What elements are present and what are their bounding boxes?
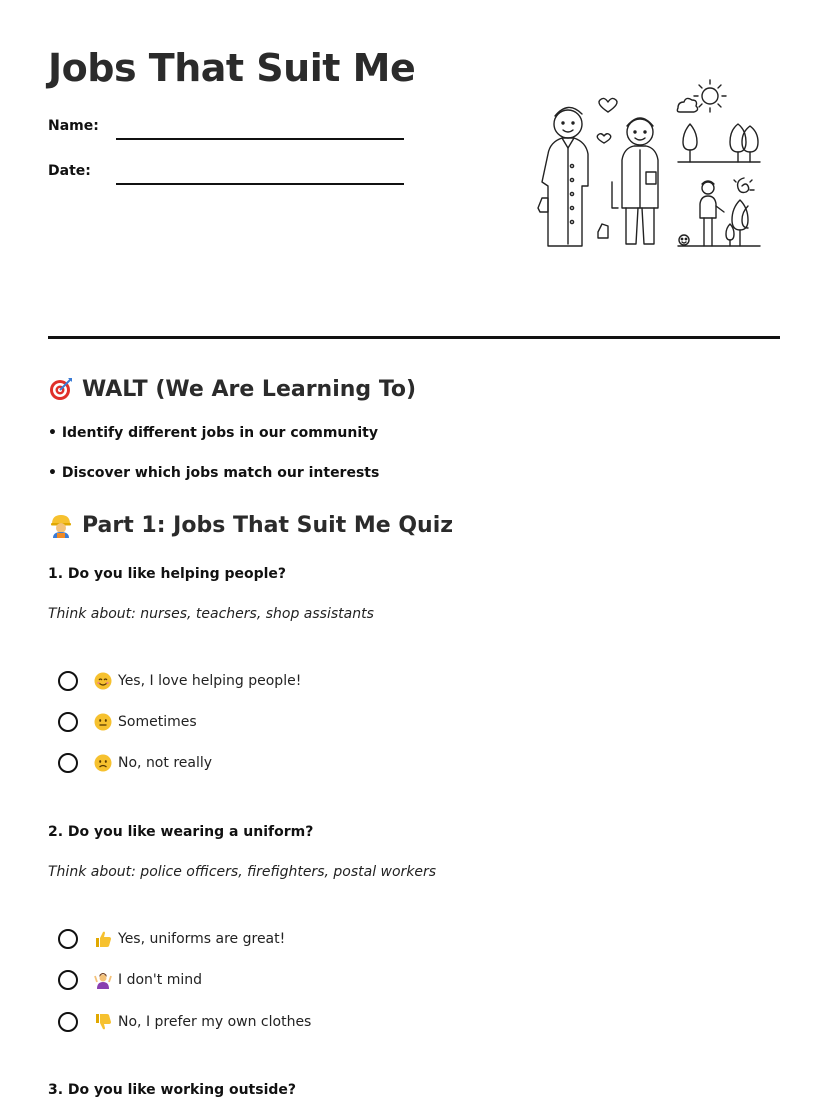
question-2: 2. Do you like wearing a uniform? (48, 824, 314, 840)
q2-option-dont-mind[interactable] (58, 967, 202, 993)
construction-worker-icon (48, 512, 74, 538)
walt-heading-text: WALT (We Are Learning To) (82, 376, 417, 402)
radio-button[interactable] (58, 929, 78, 949)
name-field[interactable] (48, 118, 408, 142)
sun-doodle (694, 80, 726, 112)
option-label: No, I prefer my own clothes (118, 1014, 312, 1030)
option-label: No, not really (118, 755, 213, 771)
q1-option-yes[interactable] (58, 668, 301, 694)
small-worker-figure (700, 181, 724, 246)
part1-heading (48, 512, 453, 538)
date-line[interactable] (116, 183, 404, 185)
section-divider (48, 336, 780, 339)
question-1-hint: Think about: nurses, teachers, shop assistants (48, 606, 374, 622)
smiley-doodle (679, 235, 689, 245)
walt-bullet: • Discover which jobs match our interests (48, 465, 380, 481)
question-1: 1. Do you like helping people? (48, 566, 287, 582)
option-label: Sometimes (118, 714, 197, 730)
walt-heading (48, 376, 416, 402)
neutral-face-icon (94, 713, 112, 731)
radio-button[interactable] (58, 671, 78, 691)
trees-doodle-top (678, 124, 760, 162)
heart-doodle (597, 134, 611, 143)
radio-button[interactable] (58, 970, 78, 990)
people-workers-illustration (528, 76, 764, 256)
worker-figure-left (538, 107, 588, 246)
thumbs-up-icon (94, 930, 112, 948)
thumbs-down-icon (94, 1013, 112, 1031)
option-label: Yes, uniforms are great! (118, 931, 286, 947)
cloud-doodle (677, 98, 697, 112)
page-title: Jobs That Suit Me (48, 46, 416, 90)
date-label: Date: (48, 163, 91, 179)
target-icon (48, 376, 74, 402)
q1-option-sometimes[interactable] (58, 709, 197, 735)
question-2-hint: Think about: police officers, firefighters, postal workers (48, 864, 437, 880)
swirl-doodle (734, 178, 754, 193)
walt-bullet: • Identify different jobs in our community (48, 425, 378, 441)
date-field[interactable] (48, 163, 408, 187)
person-shrugging-icon (94, 971, 112, 989)
option-label: Yes, I love helping people! (118, 673, 302, 689)
trees-doodle-bottom (678, 200, 760, 246)
radio-button[interactable] (58, 753, 78, 773)
question-3: 3. Do you like working outside? (48, 1082, 297, 1098)
option-label: I don't mind (118, 972, 202, 988)
q1-option-no[interactable] (58, 750, 212, 776)
name-label: Name: (48, 118, 99, 134)
part1-heading-text: Part 1: Jobs That Suit Me Quiz (82, 512, 454, 538)
smiling-face-icon (94, 672, 112, 690)
heart-doodle (599, 98, 617, 112)
radio-button[interactable] (58, 712, 78, 732)
radio-button[interactable] (58, 1012, 78, 1032)
q2-option-yes[interactable] (58, 926, 285, 952)
confused-face-icon (94, 754, 112, 772)
worker-figure-middle (598, 118, 658, 244)
name-line[interactable] (116, 138, 404, 140)
q2-option-no[interactable] (58, 1009, 311, 1035)
